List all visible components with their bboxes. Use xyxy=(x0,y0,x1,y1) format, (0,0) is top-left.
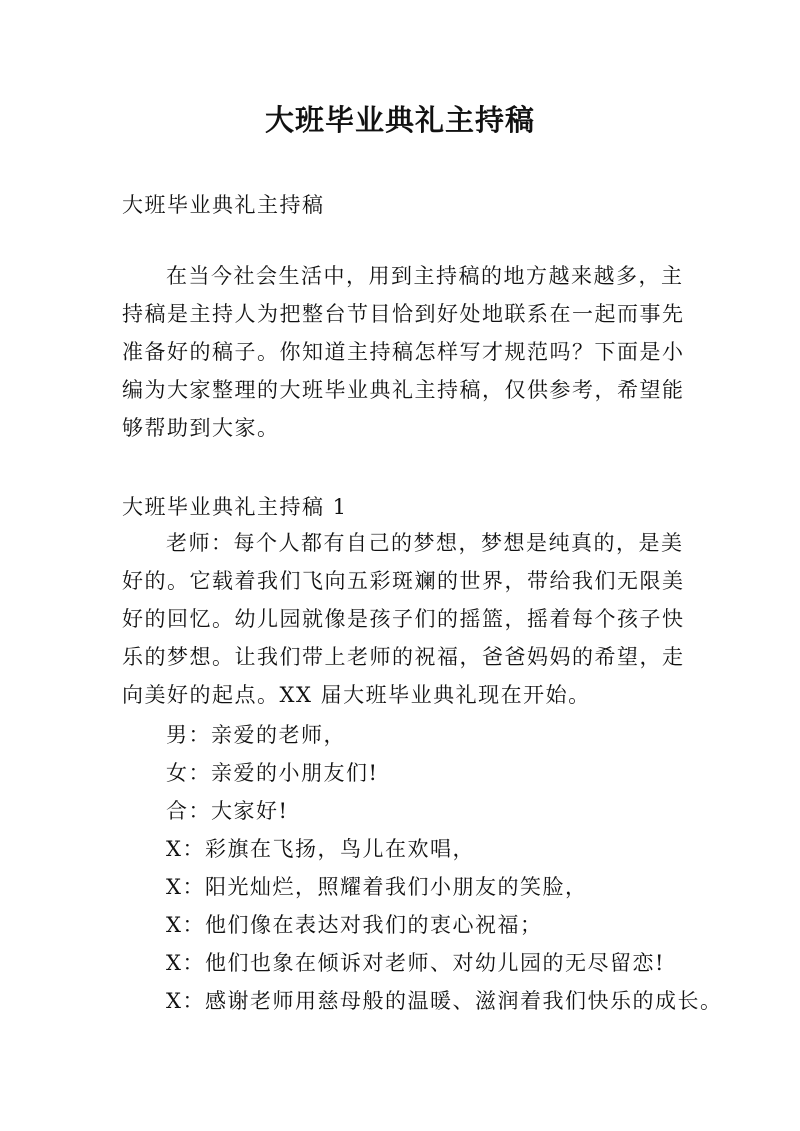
dialogue-line: X：彩旗在飞扬，鸟儿在欢唱， xyxy=(166,837,475,861)
dialogue-line: X：他们也象在倾诉对老师、对幼儿园的无尽留恋! xyxy=(166,951,665,975)
teacher-opening-paragraph: 老师：每个人都有自己的梦想，梦想是纯真的，是美好的。它载着我们飞向五彩斑斓的世界，带给我们无限美好的回忆。幼儿园就像是孩子们的摇篮，摇着每个孩子快乐的梦想。让我们带上老师的祝福，爸爸妈妈的希望，走向美好的起点。XX 届大班毕业典礼现在开始。 xyxy=(122,531,685,707)
dialogue-line: 女：亲爱的小朋友们! xyxy=(166,761,379,785)
document-subtitle: 大班毕业典礼主持稿 xyxy=(122,193,325,217)
intro-paragraph: 在当今社会生活中，用到主持稿的地方越来越多，主持稿是主持人为把整台节目恰到好处地联系在一起而事先准备好的稿子。你知道主持稿怎样写才规范吗？下面是小编为大家整理的大班毕业典礼主持稿，仅供参考，希望能够帮助到大家。 xyxy=(122,264,685,440)
dialogue-line: 合：大家好! xyxy=(166,799,289,823)
dialogue-line: X：他们像在表达对我们的衷心祝福； xyxy=(166,913,543,937)
dialogue-line: X：感谢老师用慈母般的温暖、滋润着我们快乐的成长。 xyxy=(166,989,723,1013)
dialogue-line: X：阳光灿烂，照耀着我们小朋友的笑脸， xyxy=(166,875,588,899)
dialogue-line: 男：亲爱的老师， xyxy=(166,723,346,747)
document-title: 大班毕业典礼主持稿 xyxy=(264,103,535,137)
section-heading: 大班毕业典礼主持稿 1 xyxy=(122,495,348,519)
